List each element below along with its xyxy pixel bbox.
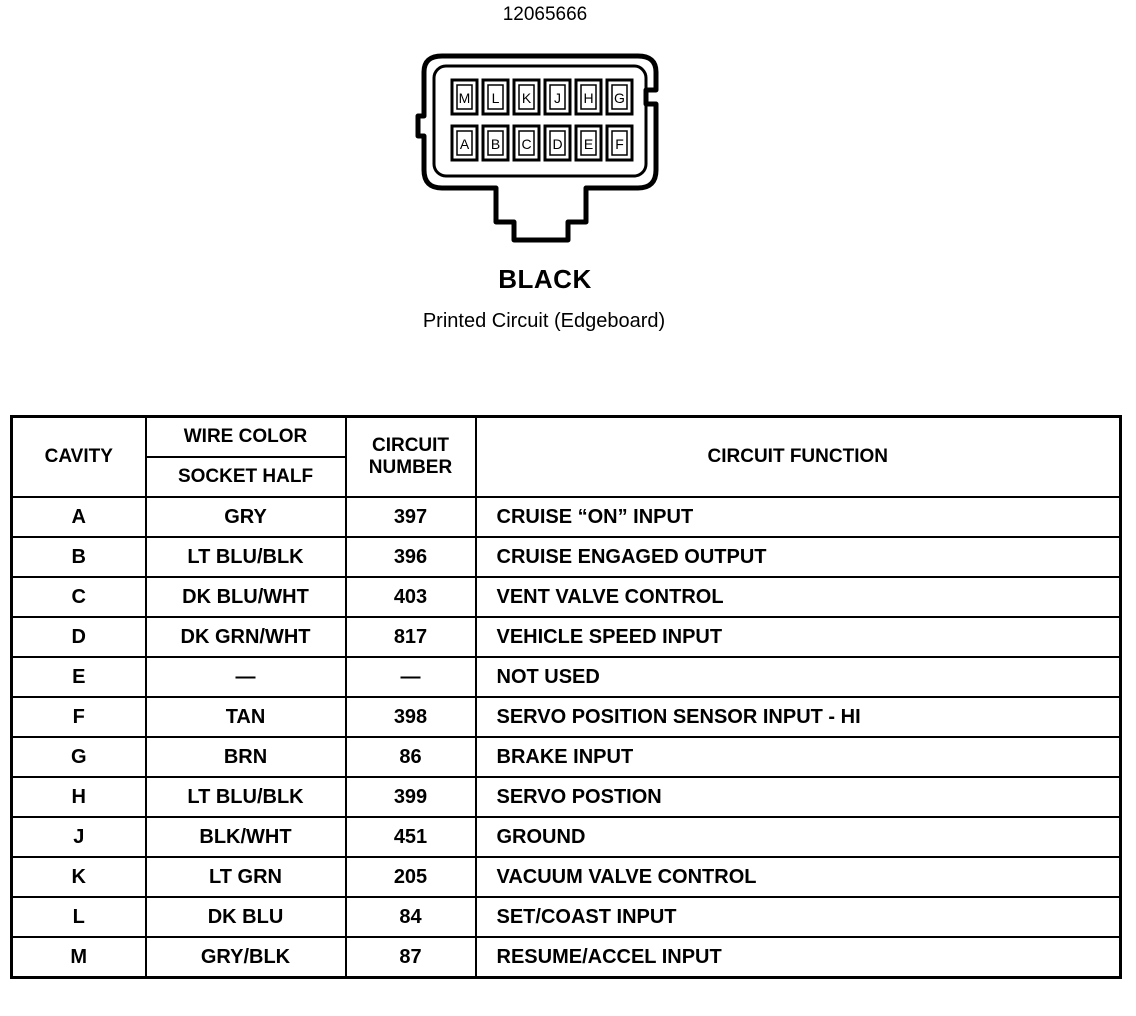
cell-cavity: F: [12, 697, 146, 737]
cell-circuit-function: VACUUM VALVE CONTROL: [476, 857, 1121, 897]
cavity-label: A: [459, 136, 470, 152]
cell-wire-color: BLK/WHT: [146, 817, 346, 857]
table-row: [12, 857, 1121, 897]
cavity-label: M: [458, 90, 471, 106]
cell-wire-color: DK GRN/WHT: [146, 617, 346, 657]
cavity-label: F: [615, 136, 624, 152]
cell-circuit-function: CRUISE “ON” INPUT: [476, 497, 1121, 537]
table-row: [12, 697, 1121, 737]
header-cavity: CAVITY: [12, 417, 146, 498]
header-circuit-number-line2: NUMBER: [368, 457, 453, 478]
cell-cavity: E: [12, 657, 146, 697]
table-row: [12, 617, 1121, 657]
header-socket-half: SOCKET HALF: [146, 457, 346, 497]
table-row: [12, 897, 1121, 937]
table-row: [12, 497, 1121, 537]
cell-wire-color: GRY/BLK: [146, 937, 346, 978]
cavity-group: [452, 80, 632, 160]
connector-diagram: [410, 50, 670, 250]
cell-circuit-number: —: [346, 657, 476, 697]
cell-circuit-number: 87: [346, 937, 476, 978]
cell-circuit-number: 399: [346, 777, 476, 817]
table-row: [12, 657, 1121, 697]
cell-wire-color: TAN: [146, 697, 346, 737]
cell-circuit-function: SERVO POSITION SENSOR INPUT - HI: [476, 697, 1121, 737]
cell-cavity: H: [12, 777, 146, 817]
cell-cavity: B: [12, 537, 146, 577]
cell-circuit-function: CRUISE ENGAGED OUTPUT: [476, 537, 1121, 577]
cell-circuit-number: 84: [346, 897, 476, 937]
table-row: [12, 777, 1121, 817]
cell-circuit-function: SET/COAST INPUT: [476, 897, 1121, 937]
cell-circuit-function: NOT USED: [476, 657, 1121, 697]
cavity-label: E: [583, 136, 594, 152]
cell-circuit-number: 398: [346, 697, 476, 737]
header-circuit-number-line1: CIRCUIT: [371, 435, 450, 456]
cell-wire-color: LT GRN: [146, 857, 346, 897]
cavity-label: G: [614, 90, 625, 106]
header-circuit-function: CIRCUIT FUNCTION: [476, 417, 1121, 498]
cell-wire-color: —: [146, 657, 346, 697]
table-row: [12, 817, 1121, 857]
cell-cavity: M: [12, 937, 146, 978]
cell-wire-color: LT BLU/BLK: [146, 777, 346, 817]
part-number: 12065666: [502, 4, 588, 25]
cell-wire-color: DK BLU/WHT: [146, 577, 346, 617]
cell-circuit-function: VEHICLE SPEED INPUT: [476, 617, 1121, 657]
cell-circuit-number: 397: [346, 497, 476, 537]
cell-circuit-number: 205: [346, 857, 476, 897]
cavity-label: J: [554, 90, 561, 106]
table-header: [12, 417, 1121, 498]
cell-cavity: L: [12, 897, 146, 937]
pinout-table: [10, 415, 1122, 979]
cell-circuit-function: BRAKE INPUT: [476, 737, 1121, 777]
table-body: [12, 497, 1121, 978]
cell-cavity: K: [12, 857, 146, 897]
cavity-label: C: [521, 136, 532, 152]
cavity-label: H: [583, 90, 594, 106]
table-row: [12, 577, 1121, 617]
cavity-label: D: [552, 136, 563, 152]
cell-cavity: D: [12, 617, 146, 657]
cell-circuit-number: 451: [346, 817, 476, 857]
cell-circuit-function: RESUME/ACCEL INPUT: [476, 937, 1121, 978]
cell-circuit-function: GROUND: [476, 817, 1121, 857]
cell-wire-color: BRN: [146, 737, 346, 777]
connector-color: BLACK: [498, 264, 592, 294]
cell-wire-color: GRY: [146, 497, 346, 537]
cell-cavity: C: [12, 577, 146, 617]
connector-description: Printed Circuit (Edgeboard): [422, 310, 666, 332]
cavity-label: B: [490, 136, 501, 152]
connector-face-svg: [410, 50, 670, 250]
header-circuit-number: [346, 417, 476, 498]
cell-wire-color: DK BLU: [146, 897, 346, 937]
cell-circuit-function: VENT VALVE CONTROL: [476, 577, 1121, 617]
table-row: [12, 737, 1121, 777]
cell-circuit-function: SERVO POSTION: [476, 777, 1121, 817]
header-wire-color: WIRE COLOR: [146, 417, 346, 458]
cell-cavity: G: [12, 737, 146, 777]
cell-circuit-number: 396: [346, 537, 476, 577]
cell-cavity: J: [12, 817, 146, 857]
cavity-label: L: [491, 90, 500, 106]
table-row: [12, 937, 1121, 978]
cell-wire-color: LT BLU/BLK: [146, 537, 346, 577]
cell-circuit-number: 403: [346, 577, 476, 617]
table-row: [12, 537, 1121, 577]
cell-cavity: A: [12, 497, 146, 537]
cavity-label: K: [521, 90, 532, 106]
cell-circuit-number: 86: [346, 737, 476, 777]
cell-circuit-number: 817: [346, 617, 476, 657]
